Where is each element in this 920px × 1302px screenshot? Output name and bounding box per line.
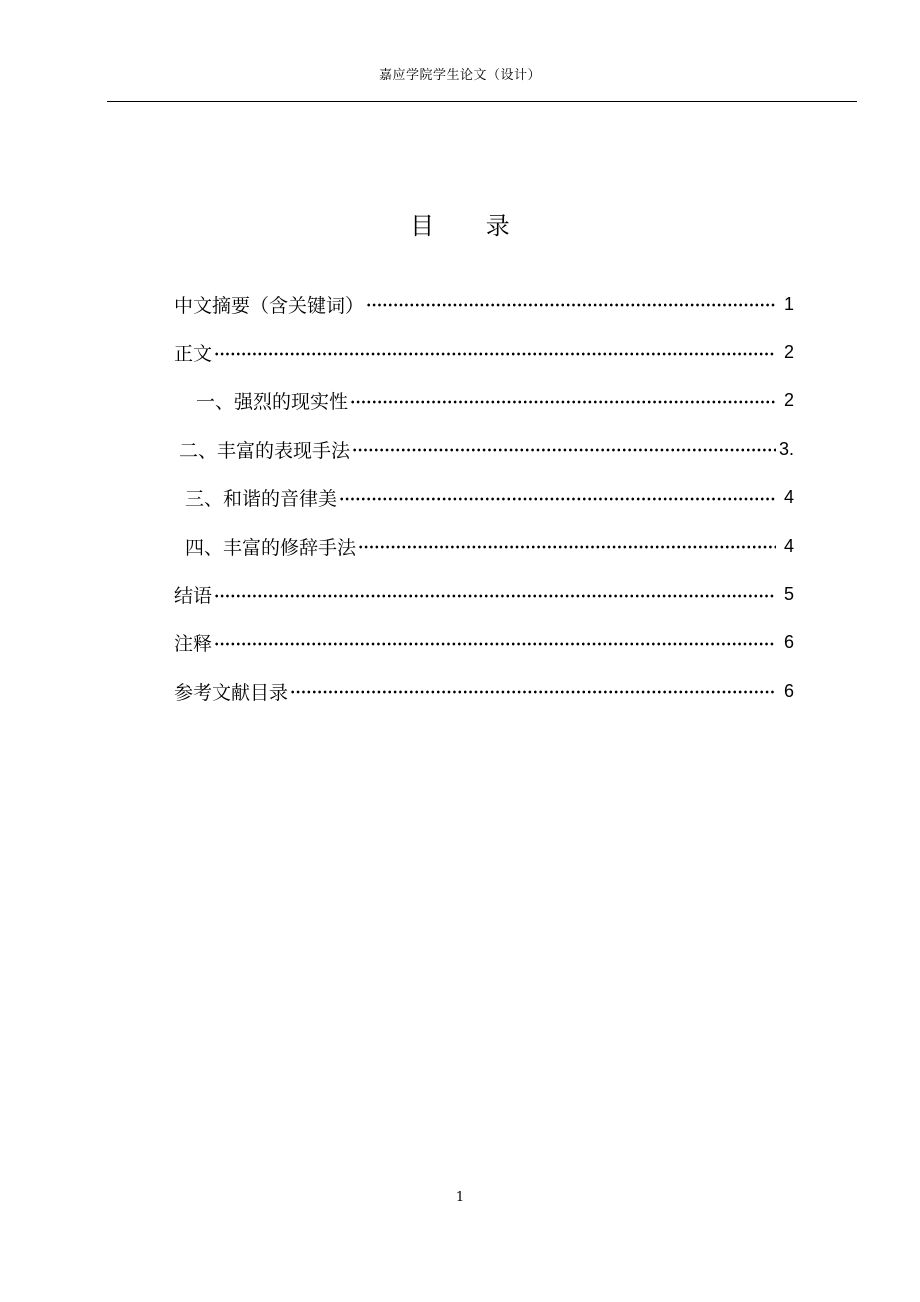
toc-entry-page: 3.: [778, 438, 794, 459]
dot-leader: [214, 594, 776, 598]
dot-leader: [358, 545, 776, 549]
toc-title: 目 录: [410, 212, 532, 240]
toc-entry-label: 正文: [174, 343, 213, 366]
toc-entry-label: 注释: [174, 633, 213, 656]
page-number: 1: [455, 1190, 465, 1205]
dot-leader: [352, 448, 776, 452]
toc-entry-label: 一、强烈的现实性: [196, 391, 349, 414]
toc-entry-main-text[interactable]: [174, 328, 794, 376]
page-header: 嘉应学院学生论文（设计）: [378, 68, 541, 83]
dot-leader: [214, 642, 776, 646]
toc-entry-conclusion[interactable]: [174, 570, 794, 618]
toc-entry-label: 中文摘要（含关键词）: [174, 294, 365, 317]
toc-entry-label: 四、丰富的修辞手法: [185, 536, 357, 559]
toc-entry-page: 2: [783, 390, 794, 411]
toc-entry-abstract[interactable]: [174, 280, 794, 328]
dot-leader: [214, 352, 776, 356]
toc-entry-label: 三、和谐的音律美: [185, 488, 338, 511]
toc-entry-references[interactable]: [174, 667, 794, 715]
dot-leader: [350, 400, 776, 404]
toc-entry-notes[interactable]: [174, 619, 794, 667]
toc-entry-page: 4: [783, 535, 794, 556]
toc-entry-page: 4: [783, 487, 794, 508]
toc-entry-page: 6: [783, 680, 794, 701]
table-of-contents: [174, 280, 794, 716]
toc-entry-section-4[interactable]: [174, 522, 794, 570]
toc-entry-label: 结语: [174, 585, 213, 608]
toc-entry-page: 6: [783, 632, 794, 653]
toc-entry-section-3[interactable]: [174, 474, 794, 522]
toc-entry-page: 2: [783, 342, 794, 363]
toc-entry-page: 1: [783, 293, 794, 314]
toc-entry-section-1[interactable]: [174, 377, 794, 425]
toc-entry-section-2[interactable]: [174, 425, 794, 473]
toc-entry-label: 参考文献目录: [174, 681, 289, 704]
dot-leader: [366, 303, 776, 307]
header-divider: [107, 101, 857, 102]
dot-leader: [290, 690, 776, 694]
dot-leader: [339, 497, 776, 501]
toc-entry-label: 二、丰富的表现手法: [179, 439, 351, 462]
toc-entry-page: 5: [783, 584, 794, 605]
